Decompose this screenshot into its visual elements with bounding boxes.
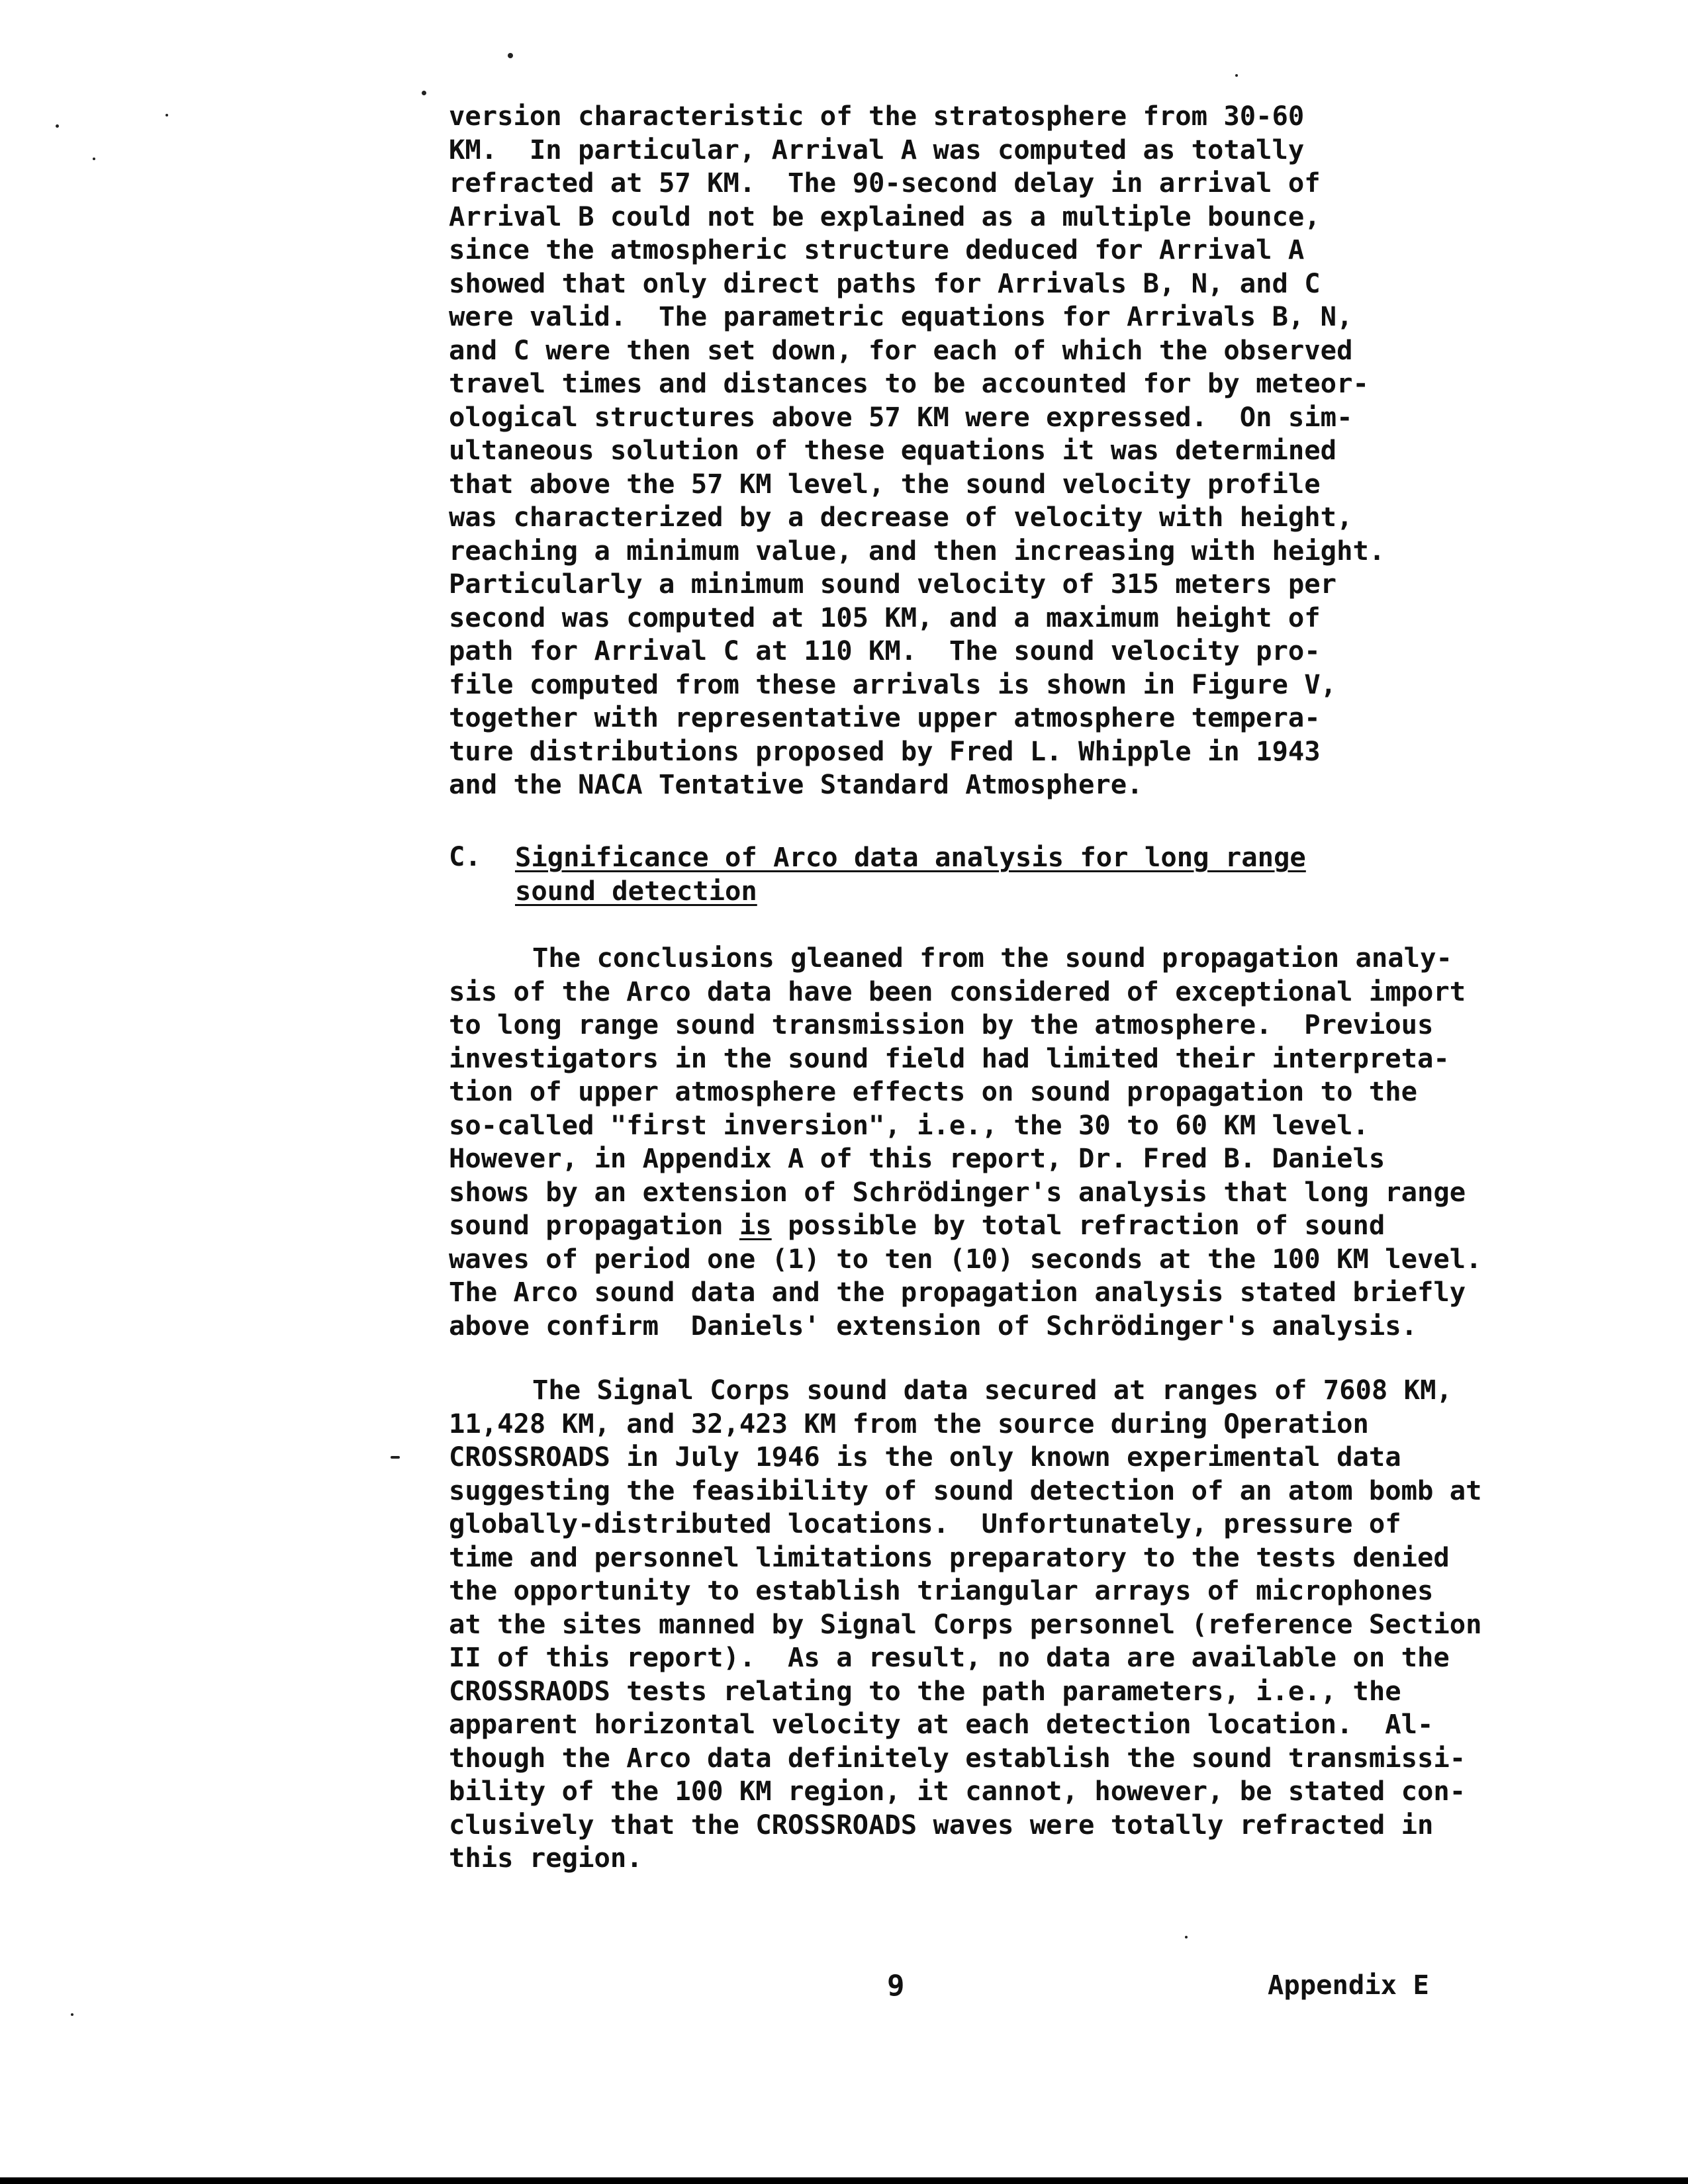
paragraph-conclusions (449, 941, 1574, 1342)
text-line: reaching a minimum value, and then increasing with height. (449, 534, 1385, 567)
text-line: at the sites manned by Signal Corps personnel (reference Section (449, 1608, 1482, 1640)
text-line: since the atmospheric structure deduced for Arrival A (449, 234, 1305, 265)
text-line: Arrival B could not be explained as a multiple bounce, (449, 200, 1321, 232)
text-line: travel times and distances to be accounted for by meteor- (449, 367, 1369, 399)
text-line: and C were then set down, for each of which the observed (449, 334, 1353, 366)
text-line: above confirm Daniels' extension of Schrödinger's analysis. (449, 1309, 1417, 1342)
text-line: waves of period one (1) to ten (10) seconds at the 100 KM level. (449, 1242, 1482, 1275)
text-segment: sound propagation (449, 1209, 739, 1241)
section-title-line: Significance of Arco data analysis for long range (515, 841, 1306, 873)
scan-speck (71, 2013, 73, 2016)
section-title-line: sound detection (515, 874, 757, 907)
text-line: shows by an extension of Schrödinger's analysis that long range (449, 1175, 1466, 1208)
text-line (449, 1208, 1574, 1242)
text-line: were valid. The parametric equations for Arrivals B, N, (449, 300, 1353, 332)
page-number: 9 (887, 1969, 905, 2003)
scan-speck (1235, 74, 1238, 77)
text-line: refracted at 57 KM. The 90-second delay in arrival of (449, 167, 1321, 199)
section-label: C. (449, 841, 481, 872)
text-line: ological structures above 57 KM were expressed. On sim- (449, 400, 1353, 433)
scan-speck (508, 53, 513, 58)
text-line: so-called "first inversion", i.e., the 30 to 60 KM level. (449, 1109, 1369, 1141)
scan-speck (422, 91, 426, 95)
text-line: apparent horizontal velocity at each detection location. Al- (449, 1708, 1434, 1740)
appendix-label: Appendix E (1268, 1969, 1429, 2001)
text-line: path for Arrival C at 110 KM. The sound velocity pro- (449, 635, 1321, 666)
text-line: However, in Appendix A of this report, Dr. Fred B. Daniels (449, 1142, 1385, 1174)
text-line: CROSSROADS in July 1946 is the only known experimental data (449, 1441, 1401, 1473)
text-line: The conclusions gleaned from the sound propagation analy- (532, 942, 1452, 974)
text-line: the opportunity to establish triangular arrays of microphones (449, 1574, 1434, 1606)
text-line: to long range sound transmission by the atmosphere. Previous (449, 1009, 1434, 1040)
text-line: second was computed at 105 KM, and a maximum height of (449, 601, 1321, 633)
continued-paragraph (449, 99, 1574, 801)
paragraph-signal-corps (449, 1373, 1574, 1875)
text-line: Particularly a minimum sound velocity of 315 meters per (449, 568, 1337, 600)
text-line: CROSSRAODS tests relating to the path parameters, i.e., the (449, 1674, 1401, 1707)
text-line: clusively that the CROSSROADS waves were totally refracted in (449, 1808, 1434, 1841)
text-segment: possible by total refraction of sound (771, 1209, 1385, 1241)
text-line: tion of upper atmosphere effects on sound propagation to the (449, 1075, 1417, 1107)
text-line: investigators in the sound field had limited their interpreta- (449, 1042, 1450, 1074)
text-line: time and personnel limitations preparatory to the tests denied (449, 1541, 1450, 1573)
section-heading (515, 841, 1306, 907)
text-line: The Signal Corps sound data secured at ranges of 7608 KM, (532, 1374, 1452, 1406)
scan-speck (391, 1456, 400, 1459)
text-line: showed that only direct paths for Arrivals B, N, and C (449, 267, 1321, 299)
scan-speck (165, 114, 168, 116)
scan-speck (1185, 1936, 1188, 1938)
text-line: bility of the 100 KM region, it cannot, however, be stated con- (449, 1775, 1466, 1807)
text-line: ture distributions proposed by Fred L. Whipple in 1943 (449, 735, 1321, 767)
scan-edge-bar (0, 2177, 1688, 2184)
text-line: globally-distributed locations. Unfortunately, pressure of (449, 1508, 1401, 1539)
text-line: file computed from these arrivals is shown in Figure V, (449, 668, 1337, 700)
scan-speck (56, 124, 59, 128)
scan-speck (93, 158, 95, 160)
text-line: KM. In particular, Arrival A was computed as totally (449, 133, 1305, 165)
text-line: that above the 57 KM level, the sound velocity profile (449, 467, 1321, 500)
text-line: The Arco sound data and the propagation analysis stated briefly (449, 1276, 1466, 1308)
text-line: and the NACA Tentative Standard Atmosphere. (449, 768, 1143, 800)
text-line: though the Arco data definitely establish the sound transmissi- (449, 1741, 1466, 1774)
text-line: was characterized by a decrease of velocity with height, (449, 501, 1353, 533)
text-line: suggesting the feasibility of sound detection of an atom bomb at (449, 1474, 1482, 1506)
text-line: II of this report). As a result, no data are available on the (449, 1641, 1450, 1673)
emphasis-is: is (739, 1209, 772, 1241)
text-line: 11,428 KM, and 32,423 KM from the source during Operation (449, 1407, 1369, 1439)
text-line: this region. (449, 1842, 643, 1874)
text-line: ultaneous solution of these equations it was determined (449, 434, 1337, 466)
text-line: version characteristic of the stratosphere from 30-60 (449, 100, 1305, 132)
text-line: sis of the Arco data have been considered of exceptional import (449, 975, 1466, 1007)
text-line: together with representative upper atmosphere tempera- (449, 702, 1321, 733)
